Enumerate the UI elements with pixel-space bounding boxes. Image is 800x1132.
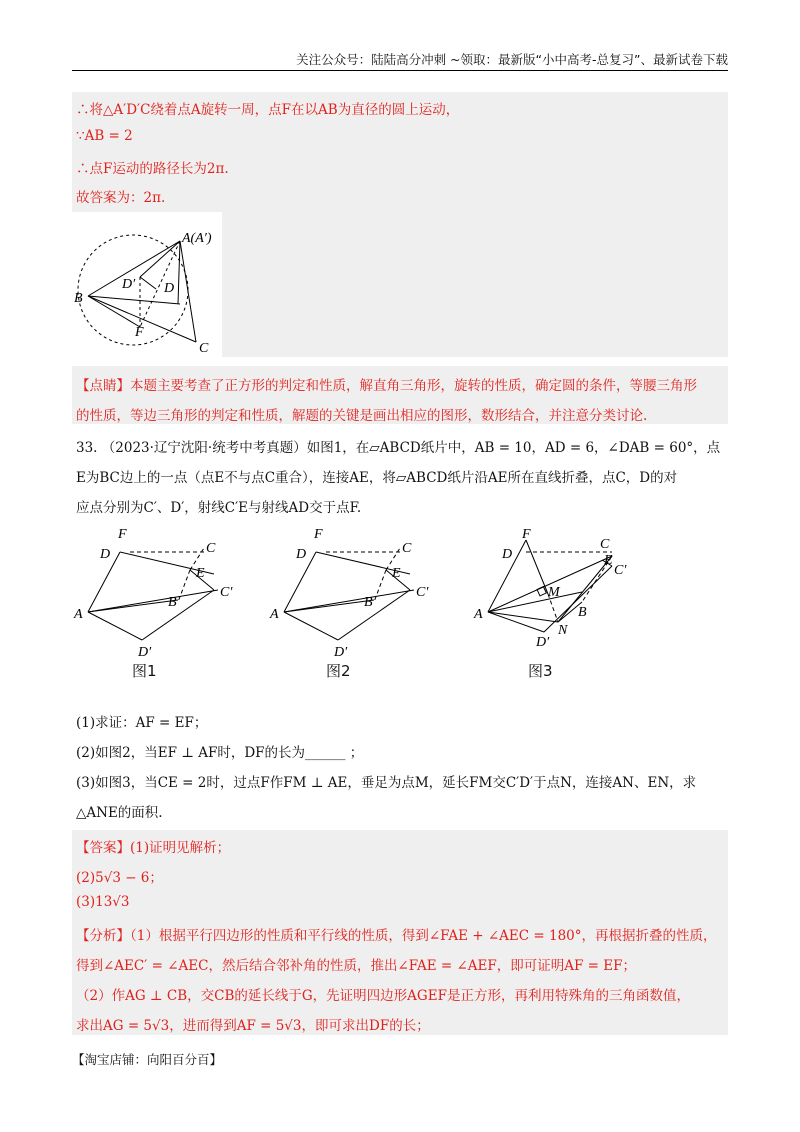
answer-line1 [76,836,230,856]
fig3-label-n: N [558,623,568,638]
analysis-line3: （2）作AG ⊥ CB，交CB的延长线于G，先证明四边形AGEF是正方形，再利用特殊角的三角函数值， [76,988,690,1004]
problem-line: 33. （2023·辽宁沈阳·统考中考真题）如图1，在▱ABCD纸片中，AB = 10，AD = 6，∠DAB = 60°，点 [76,440,721,456]
figure-3-caption: 图3 [528,662,553,680]
question-2: (2)如图2，当EF ⊥ AF时，DF的长为______ ； [76,745,364,761]
solution-line: 故答案为：2π. [76,190,166,206]
fig1-label-dprime: D′ [138,645,152,660]
problem-line: 应点分别为C′、D′，射线C′E与射线AD交于点F. [76,500,362,516]
analysis-text: （1）根据平行四边形的性质和平行线的性质，得到∠FAE + ∠AEC = 180°，再根据折叠的性质， [130,928,717,944]
fig2-label-c: C [402,541,412,556]
fig1-label-a: A [74,607,83,622]
dianjing-tag: 【点睛】 [76,378,130,394]
solution-line: ∵AB = 2 [76,128,133,144]
dianjing-line2: 的性质，等边三角形的判定和性质，解题的关键是画出相应的图形，数形结合，并注意分类讨论. [76,408,648,424]
fig3-label-f: F [522,527,531,542]
figure-2-caption: 图2 [326,662,351,680]
solution-line: ∴点F运动的路径长为2π. [76,161,229,177]
question-1: (1)求证：AF = EF； [76,715,208,731]
problem-figures [72,522,732,682]
answer-2: (2)5√3 − 6； [76,870,163,886]
figure-1 [73,527,233,660]
dianjing-text: 本题主要考查了正方形的判定和性质，解直角三角形，旋转的性质，确定圆的条件，等腰三角形 [130,378,697,394]
fig2-label-b: B [364,595,373,610]
fig2-label-f: F [314,527,323,542]
answer-3: (3)13√3 [76,894,130,910]
fig3-label-cprime: C′ [614,563,627,578]
fig1-label-c: C [206,541,216,556]
fig2-label-e: E [392,566,401,581]
fig0-label-dprime: D′ [122,277,136,292]
fig3-label-m: M [548,585,560,600]
fig2-label-d: D [296,547,307,562]
fig0-label-a: A(A′) [182,231,212,246]
question-3b: △ANE的面积. [76,805,163,821]
analysis-tag: 【分析】 [76,928,130,944]
fig0-label-b: B [74,291,83,306]
fig1-label-e: E [196,566,205,581]
figure-3 [473,527,627,650]
fig3-label-b: B [578,605,587,620]
page-footer: 【淘宝店铺：向阳百分百】 [72,1052,223,1067]
solution-line: ∴将△A′D′C绕着点A旋转一周，点F在以AB为直径的圆上运动， [76,102,460,118]
page-header: 关注公众号：陆陆高分冲刺 ~领取：最新版“小中高考-总复习”、最新试卷下载 [296,52,728,67]
answer-tag: 【答案】 [76,840,130,856]
analysis-line2: 得到∠AEC′ = ∠AEC，然后结合邻补角的性质，推出∠FAE = ∠AEF，即可证明AF = EF； [76,958,636,974]
fig3-label-a: A [474,607,483,622]
dianjing-line1 [76,374,697,394]
fig1-label-b: B [168,595,177,610]
fig1-label-cprime: C′ [220,585,233,600]
fig3-label-e: E [604,553,613,568]
fig2-label-cprime: C′ [416,585,429,600]
fig3-label-dprime: D′ [536,635,550,650]
analysis-line4: 求出AG = 5√3，进而得到AF = 5√3，即可求出DF的长； [76,1018,430,1034]
fig0-label-f: F [135,325,144,340]
analysis-line1 [76,924,717,944]
fig3-label-d: D [502,547,513,562]
figure-2 [269,527,429,660]
figure-1-caption: 图1 [132,662,157,680]
problem-line: E为BC边上的一点（点E不与点C重合），连接AE，将▱ABCD纸片沿AE所在直线折叠，点C，D的对 [76,470,678,486]
fig2-label-a: A [270,607,279,622]
rotation-circle-figure [72,212,222,357]
question-3a: (3)如图3，当CE = 2时，过点F作FM ⊥ AE，垂足为点M，延长FM交C′D′于点N，连接AN、EN，求 [76,775,697,791]
header-rule [72,70,728,71]
fig0-label-d: D [164,281,175,296]
fig2-label-dprime: D′ [334,645,348,660]
fig1-label-f: F [118,527,127,542]
fig0-label-c: C [199,341,209,356]
fig3-label-c: C [600,537,610,552]
answer-1: (1)证明见解析； [130,840,231,856]
fig1-label-d: D [100,547,111,562]
